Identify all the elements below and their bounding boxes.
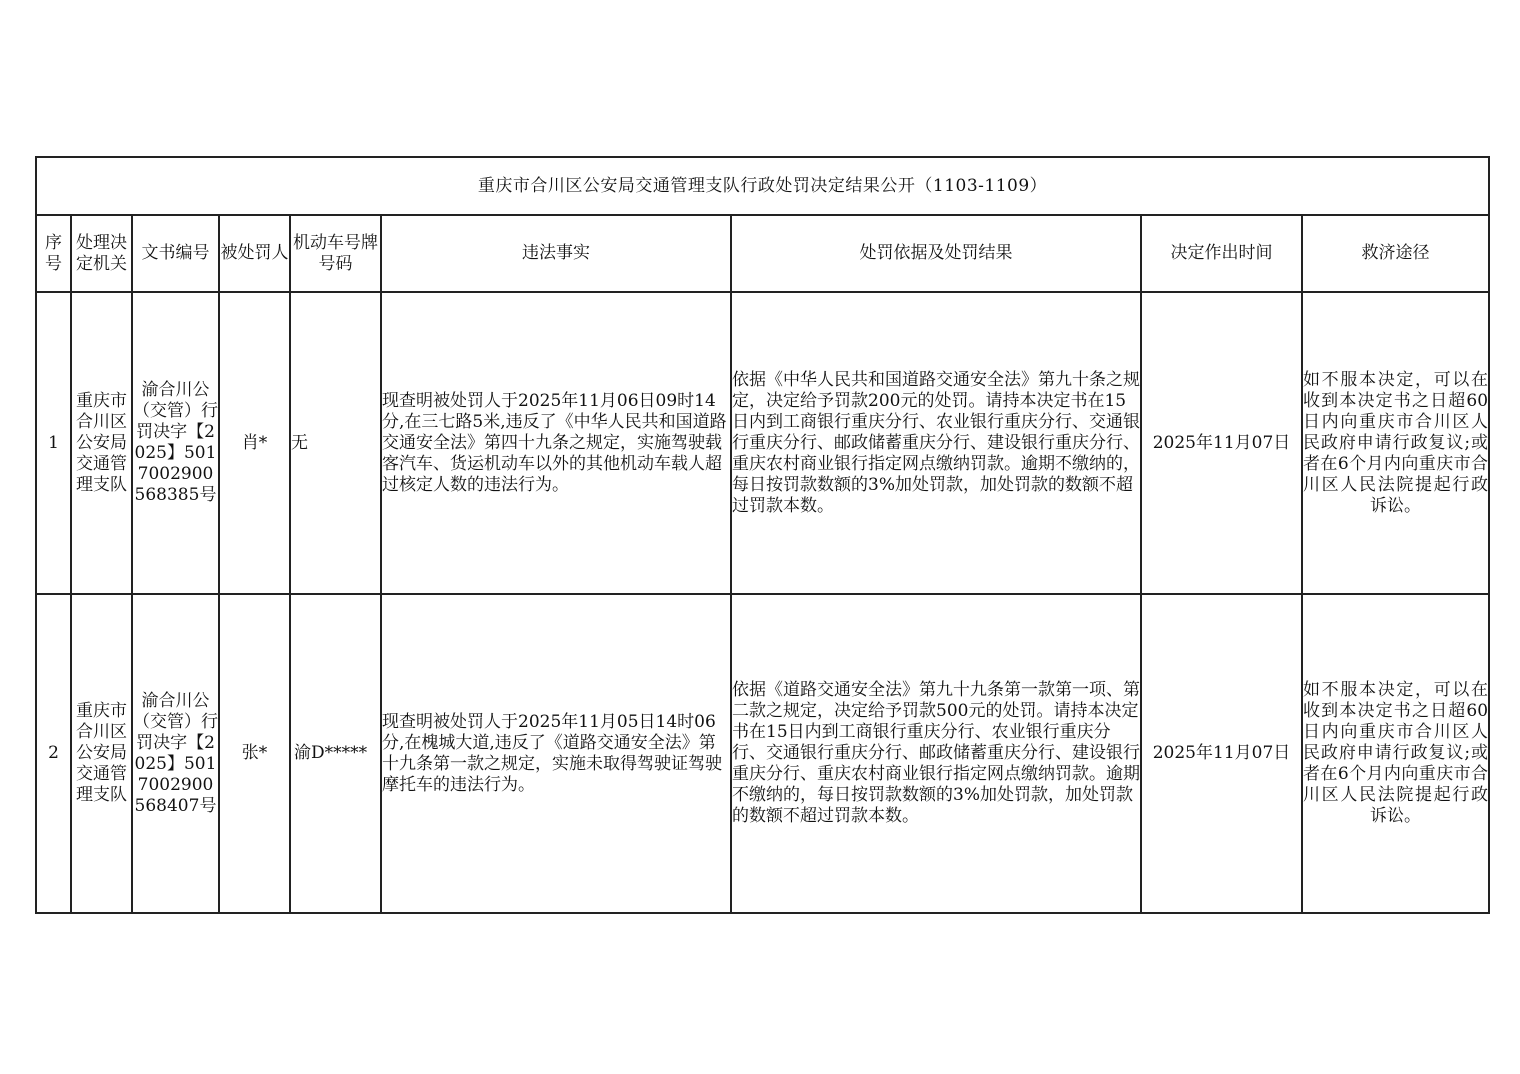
header-seq: 序号	[36, 215, 71, 292]
row-plate: 无	[290, 292, 381, 594]
row-plate: 渝D*****	[290, 594, 381, 913]
header-authority: 处理决定机关	[71, 215, 132, 292]
penalty-disclosure-table	[35, 156, 1490, 914]
row-doc-no: 渝合川公（交管）行罚决字【2025】5017002900568407号	[132, 594, 219, 913]
row-seq: 2	[36, 594, 71, 913]
row-seq: 1	[36, 292, 71, 594]
header-fact: 违法事实	[381, 215, 731, 292]
row-remedy: 如不服本决定，可以在收到本决定书之日超60日内向重庆市合川区人民政府申请行政复议;或者在6个月内向重庆市合川区人民法院提起行政诉讼。	[1302, 292, 1489, 594]
row-authority: 重庆市合川区公安局交通管理支队	[71, 594, 132, 913]
header-remedy: 救济途径	[1302, 215, 1489, 292]
row-person: 张*	[219, 594, 290, 913]
row-date: 2025年11月07日	[1141, 594, 1302, 913]
row-basis: 依据《中华人民共和国道路交通安全法》第九十条之规定，决定给予罚款200元的处罚。请持本决定书在15日内到工商银行重庆分行、农业银行重庆分行、交通银行重庆分行、邮政储蓄重庆分行、建设银行重庆分行、重庆农村商业银行指定网点缴纳罚款。逾期不缴纳的，每日按罚款数额的3%加处罚款，加处罚款的数额不超过罚款本数。	[731, 292, 1141, 594]
row-fact: 现查明被处罚人于2025年11月06日09时14分,在三七路5米,违反了《中华人民共和国道路交通安全法》第四十九条之规定，实施驾驶载客汽车、货运机动车以外的其他机动车载人超过核定人数的违法行为。	[381, 292, 731, 594]
row-date: 2025年11月07日	[1141, 292, 1302, 594]
table-row	[36, 292, 1489, 594]
row-person: 肖*	[219, 292, 290, 594]
header-plate: 机动车号牌号码	[290, 215, 381, 292]
table-row	[36, 594, 1489, 913]
row-authority: 重庆市合川区公安局交通管理支队	[71, 292, 132, 594]
table-header-row	[36, 215, 1489, 292]
header-doc-no: 文书编号	[132, 215, 219, 292]
header-date: 决定作出时间	[1141, 215, 1302, 292]
row-basis: 依据《道路交通安全法》第九十九条第一款第一项、第二款之规定，决定给予罚款500元的处罚。请持本决定书在15日内到工商银行重庆分行、农业银行重庆分行、交通银行重庆分行、邮政储蓄重庆分行、建设银行重庆分行、重庆农村商业银行指定网点缴纳罚款。逾期不缴纳的，每日按罚款数额的3%加处罚款，加处罚款的数额不超过罚款本数。	[731, 594, 1141, 913]
page-title: 重庆市合川区公安局交通管理支队行政处罚决定结果公开（1103-1109）	[36, 157, 1489, 215]
row-doc-no: 渝合川公（交管）行罚决字【2025】5017002900568385号	[132, 292, 219, 594]
header-basis: 处罚依据及处罚结果	[731, 215, 1141, 292]
row-remedy: 如不服本决定，可以在收到本决定书之日超60日内向重庆市合川区人民政府申请行政复议;或者在6个月内向重庆市合川区人民法院提起行政诉讼。	[1302, 594, 1489, 913]
header-person: 被处罚人	[219, 215, 290, 292]
row-fact: 现查明被处罚人于2025年11月05日14时06分,在槐城大道,违反了《道路交通安全法》第十九条第一款之规定，实施未取得驾驶证驾驶摩托车的违法行为。	[381, 594, 731, 913]
